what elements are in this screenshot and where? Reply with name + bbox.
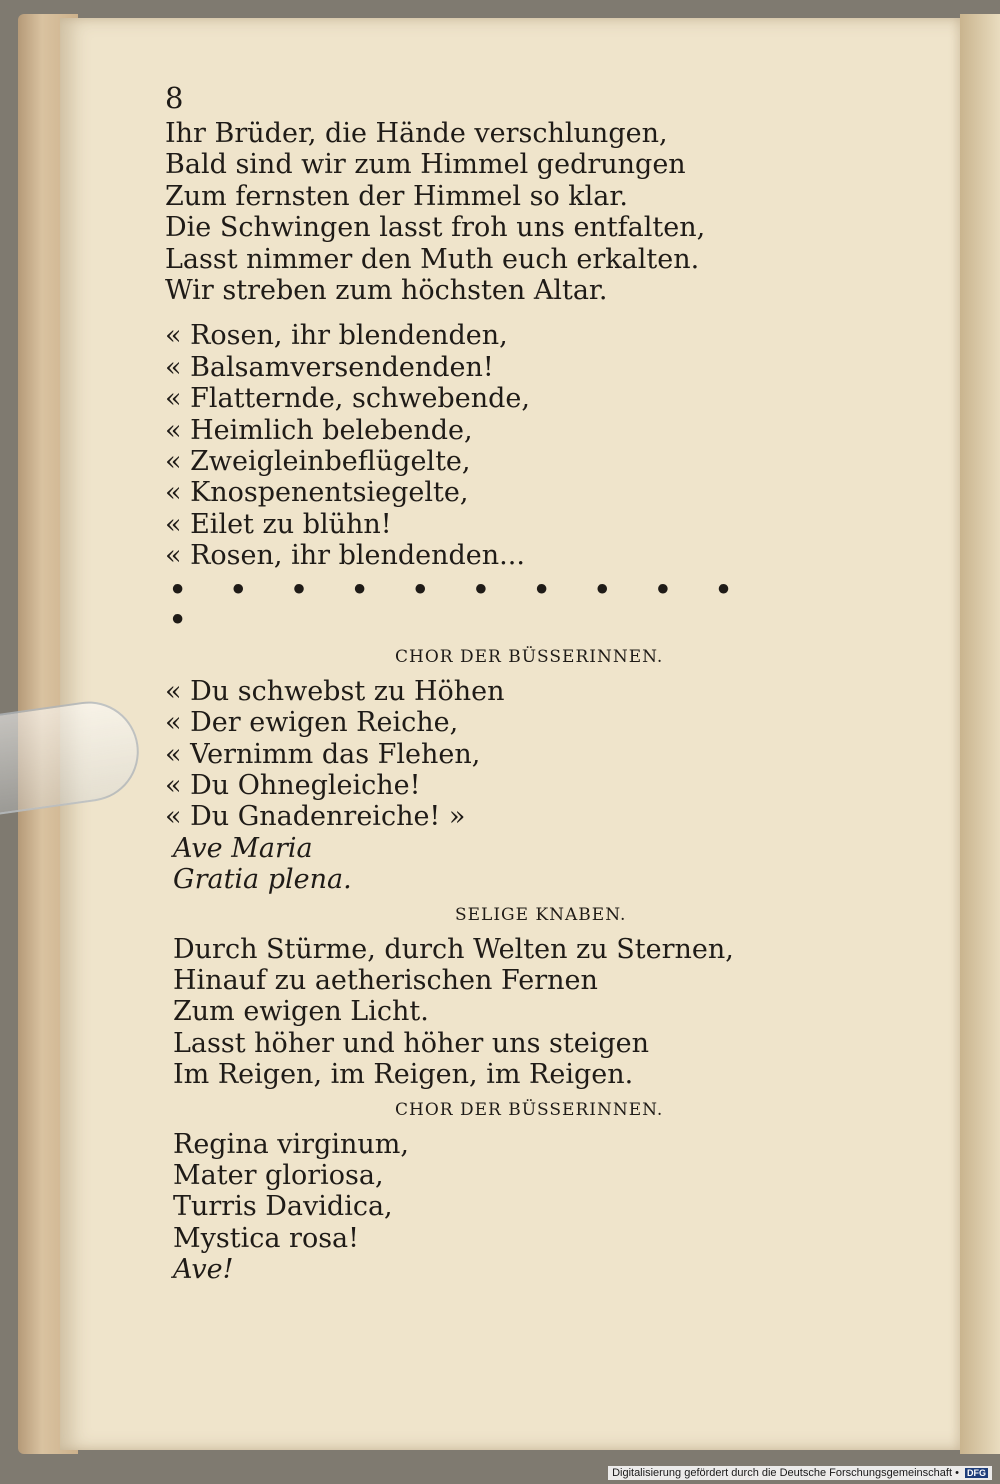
section-heading-chor: CHOR DER BÜSSERINNEN.	[395, 646, 664, 667]
verse-line: « Zweigleinbeflügelte,	[165, 446, 471, 478]
verse-line: Ihr Brüder, die Hände verschlungen,	[165, 118, 668, 149]
verse-line: « Eilet zu blühn!	[165, 508, 392, 540]
verse-line: « Du Gnadenreiche! »	[165, 801, 466, 833]
verse-line: « Heimlich belebende,	[165, 414, 473, 446]
verse-line: « Vernimm das Flehen,	[165, 738, 481, 770]
stanza-2	[165, 320, 765, 571]
verse-line: « Rosen, ihr blendenden,	[165, 320, 508, 352]
verse-line: « Balsamversendenden!	[165, 351, 494, 383]
verse-line: « Der ewigen Reiche,	[165, 707, 459, 739]
dfg-logo-icon: DFG	[967, 1468, 986, 1478]
section-heading-knaben: SELIGE KNABEN.	[455, 904, 627, 925]
verse-line: Wir streben zum höchsten Altar.	[165, 275, 608, 307]
digitization-credit	[608, 1466, 992, 1480]
verse-line: Zum ewigen Licht.	[173, 996, 429, 1028]
section-heading-chor: CHOR DER BÜSSERINNEN.	[395, 1099, 664, 1120]
stanza-1	[165, 118, 765, 306]
stanza-4	[165, 934, 765, 1091]
stanza-5	[165, 1129, 765, 1286]
verse-line: « Rosen, ihr blendenden...	[165, 540, 525, 572]
credit-text: Digitalisierung gefördert durch die Deutsche Forschungsgemeinschaft •	[612, 1467, 959, 1479]
verse-line: Durch Stürme, durch Welten zu Sternen,	[173, 933, 734, 965]
stanza-3	[165, 676, 765, 896]
verse-line: « Flatternde, schwebende,	[165, 383, 530, 415]
latin-line: Gratia plena.	[173, 864, 352, 896]
page-text	[165, 82, 765, 1300]
latin-line: Ave!	[173, 1254, 234, 1286]
verse-line: « Du schwebst zu Höhen	[165, 675, 505, 707]
verse-line: Lasst höher und höher uns steigen	[173, 1027, 650, 1059]
verse-line: Im Reigen, im Reigen, im Reigen.	[173, 1059, 634, 1091]
verse-line: Turris Davidica,	[173, 1191, 393, 1223]
verse-line: Hinauf zu aetherischen Fernen	[173, 964, 598, 996]
verse-line: « Knospenentsiegelte,	[165, 477, 469, 509]
verse-line: Bald sind wir zum Himmel gedrungen	[165, 149, 686, 181]
facing-page-edge	[960, 14, 1000, 1454]
verse-line: Mystica rosa!	[173, 1222, 360, 1254]
verse-line: Mater gloriosa,	[173, 1159, 384, 1191]
page-number: 8	[165, 81, 184, 115]
verse-line: « Du Ohnegleiche!	[165, 769, 421, 801]
verse-line: Regina virginum,	[173, 1128, 409, 1160]
latin-line: Ave Maria	[173, 832, 313, 864]
verse-line: Zum fernsten der Himmel so klar.	[165, 180, 628, 212]
verse-line: Lasst nimmer den Muth euch erkalten.	[165, 243, 700, 275]
verse-line: Die Schwingen lasst froh uns entfalten,	[165, 212, 706, 244]
ellipsis-dots: • • • • • • • • • • •	[169, 574, 750, 636]
